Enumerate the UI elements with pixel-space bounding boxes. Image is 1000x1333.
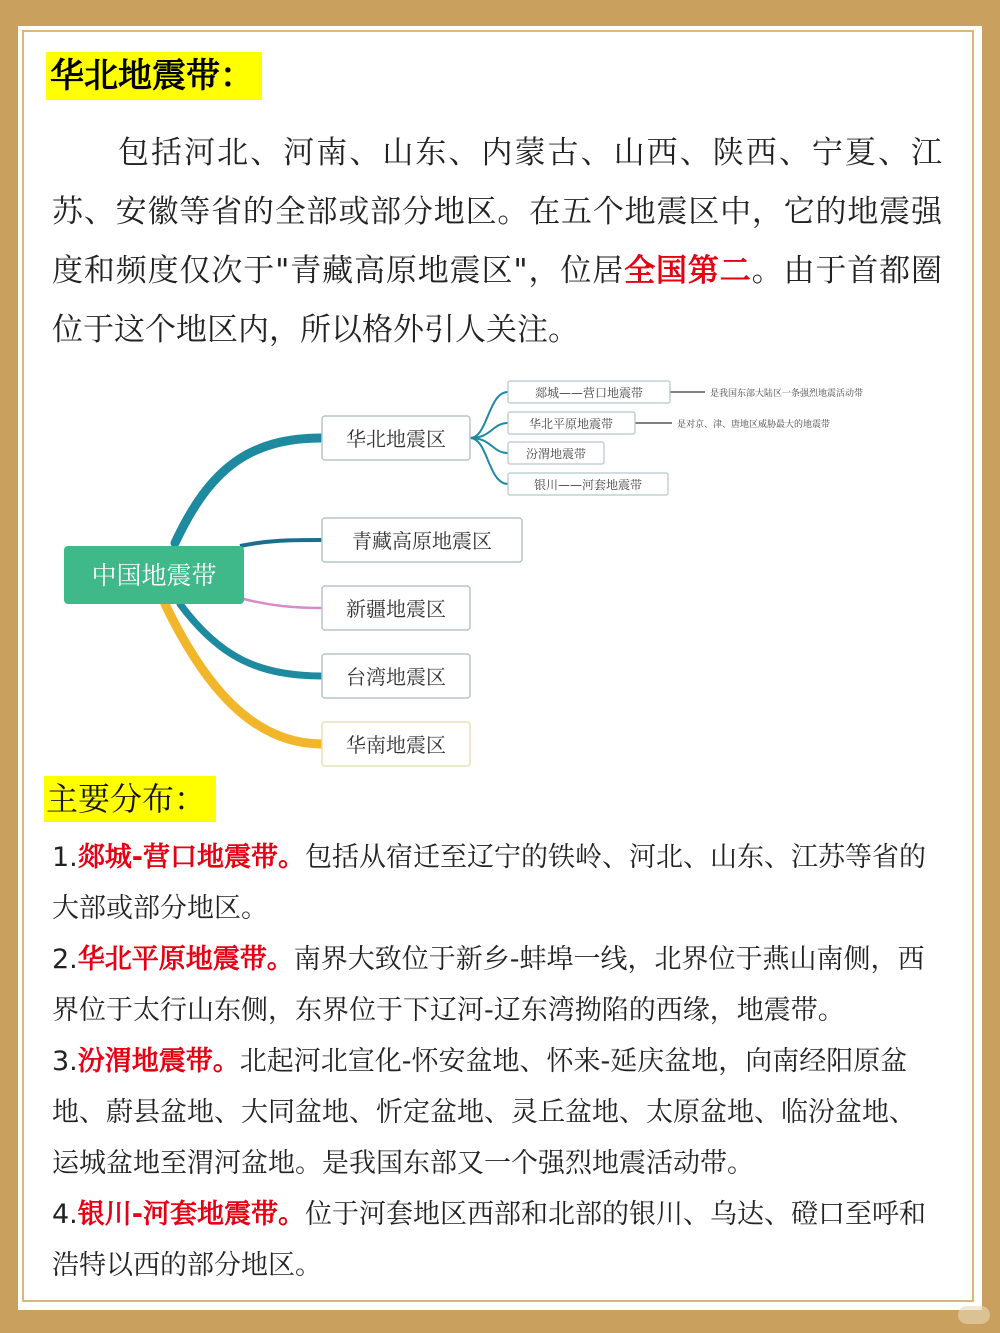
distribution-list [52,832,942,1291]
list-item: 4.银川-河套地震带。位于河套地区西部和北部的银川、乌达、磴口至呼和浩特以西的部分地区。 [52,1199,926,1281]
branch-label-qingzang: 青藏高原地震区 [352,529,492,553]
root-label: 中国地震带 [91,561,217,590]
distribution-heading: 主要分布： [44,776,216,822]
connector-huabei [175,438,322,543]
list-item-text: 南界大致位于新乡-蚌埠一线，北界位于燕山南侧，西界位于太行山东侧，东界位于下辽河-辽东湾拗陷的西缘，地震带。 [52,944,925,1026]
branch-label-huanan: 华南地震区 [346,733,446,757]
intro-highlight: 全国第二 [624,253,752,289]
list-item-text: 北起河北宣化-怀安盆地、怀来-延庆盆地，向南经阳原盆地、蔚县盆地、大同盆地、忻定盆地、灵丘盆地、太原盆地、临汾盆地、运城盆地至渭河盆地。是我国东部又一个强烈地震活动带。 [52,1046,916,1179]
sub-label-huabeipingyuan: 华北平原地震带 [528,417,614,431]
sub-node-huabeipingyuan [508,412,635,434]
sub-node-tancheng [508,381,670,403]
intro-text-before: 包括河北、河南、山东、内蒙古、山西、陕西、宁夏、江苏、安徽等省的全部或部分地区。在五个地震区中，它的地震强度和频度仅次于"青藏高原地震区"，位居 [52,135,942,289]
connector-qingzang [240,540,322,546]
note-huabeipingyuan: 是对京、津、唐地区威胁最大的地震带 [677,420,831,430]
page-title: 华北地震带： [46,52,262,100]
sub-label-yinchuan: 银川——河套地震带 [533,478,643,492]
sub-node-yinchuan [508,473,668,495]
sub-node-fenwei [508,442,604,464]
sub-label-fenwei: 汾渭地震带 [525,447,587,461]
list-item-text: 位于河套地区西部和北部的银川、乌达、磴口至呼和浩特以西的部分地区。 [52,1199,926,1281]
watermark-badge [958,1306,990,1324]
list-item-title: 汾渭地震带。 [77,1046,240,1077]
branch-node-xinjiang [322,586,470,630]
intro-paragraph [52,124,942,360]
list-item-title: 华北平原地震带。 [77,944,294,975]
branch-node-taiwan [322,654,470,698]
branch-node-huanan [322,722,470,766]
branch-label-huabei: 华北地震区 [346,427,446,451]
sub-label-tancheng: 郯城——营口地震带 [534,386,644,400]
mindmap [40,368,940,773]
branch-label-xinjiang: 新疆地震区 [346,597,446,621]
list-item: 2.华北平原地震带。南界大致位于新乡-蚌埠一线，北界位于燕山南侧，西界位于太行山东侧，东界位于下辽河-辽东湾拗陷的西缘，地震带。 [52,944,925,1026]
intro-text-after: 。由于首都圈位于这个地区内，所以格外引人关注。 [52,253,942,348]
note-tancheng: 是我国东部大陆区一条强烈地震活动带 [710,389,864,399]
branch-label-taiwan: 台湾地震区 [346,665,446,689]
list-item-title: 银川-河套地震带。 [77,1199,305,1230]
list-item: 3.汾渭地震带。北起河北宣化-怀安盆地、怀来-延庆盆地，向南经阳原盆地、蔚县盆地、大同盆地、忻定盆地、灵丘盆地、太原盆地、临汾盆地、运城盆地至渭河盆地。是我国东部又一个强烈地震活动带。 [52,1046,916,1179]
list-item: 1.郯城-营口地震带。包括从宿迁至辽宁的铁岭、河北、山东、江苏等省的大部或部分地区。 [52,842,926,924]
list-item-title: 郯城-营口地震带。 [77,842,305,873]
list-item-text: 包括从宿迁至辽宁的铁岭、河北、山东、江苏等省的大部或部分地区。 [52,842,926,924]
connector-xinjiang [240,598,322,608]
sub-connectors [470,392,508,484]
branch-node-huabei [322,416,470,460]
branch-node-qingzang [322,518,522,562]
